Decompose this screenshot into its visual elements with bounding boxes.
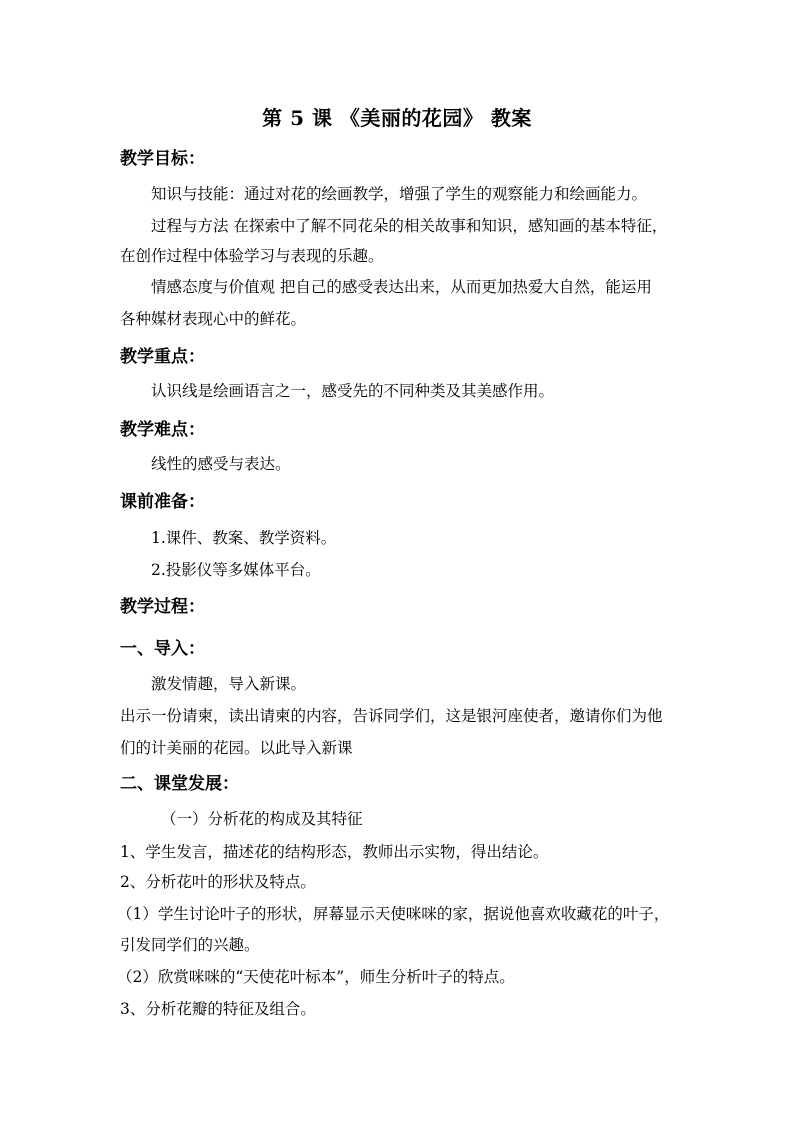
process-heading: 教学过程： — [120, 597, 205, 617]
intro-line-1: 激发情趣，导入新课。 — [151, 675, 307, 693]
objective-emotion-line2: 各种媒材表现心中的鲜花。 — [120, 310, 307, 328]
preparation-item-2: 2.投影仪等多媒体平台。 — [151, 561, 321, 579]
development-step-2-2: （2）欣赏咪咪的“天使花叶标本”，师生分析叶子的特点。 — [117, 968, 515, 986]
page-title: 第 5 课 《美丽的花园》 教案 — [262, 106, 532, 130]
development-heading: 二、课堂发展： — [120, 774, 239, 794]
development-step-3: 3、分析花瓣的特征及组合。 — [120, 1000, 316, 1018]
difficulties-heading: 教学难点： — [120, 420, 205, 440]
development-step-2-1-line1: （1）学生讨论叶子的形状，屏幕显示天使咪咪的家，据说他喜欢收藏花的叶子， — [117, 905, 670, 923]
preparation-heading: 课前准备： — [120, 492, 205, 512]
preparation-item-1: 1.课件、教案、教学资料。 — [151, 529, 337, 547]
development-step-2-1-line2: 引发同学们的兴趣。 — [120, 936, 260, 954]
development-section-1: （一）分析花的构成及其特征 — [161, 810, 363, 828]
objective-knowledge: 知识与技能：通过对花的绘画教学，增强了学生的观察能力和绘画能力。 — [151, 185, 648, 203]
intro-line-2: 出示一份请柬，读出请柬的内容，告诉同学们，这是银河座使者，邀请你们为他 — [120, 707, 663, 725]
key-points-text: 认识线是绘画语言之一，感受先的不同种类及其美感作用。 — [151, 382, 555, 400]
development-step-1: 1、学生发言，描述花的结构形态，教师出示实物，得出结论。 — [120, 843, 549, 861]
objective-emotion-line1: 情感态度与价值观 把自己的感受表达出来，从而更加热爱大自然，能运用 — [151, 278, 652, 296]
objective-process-line2: 在创作过程中体验学习与表现的乐趣。 — [120, 247, 384, 265]
key-points-heading: 教学重点： — [120, 347, 205, 367]
development-step-2: 2、分析花叶的形状及特点。 — [120, 873, 316, 891]
objective-process-line1: 过程与方法 在探索中了解不同花朵的相关故事和知识，感知画的基本特征， — [151, 217, 668, 235]
intro-line-3: 们的计美丽的花园。以此导入新课 — [120, 739, 353, 757]
objectives-heading: 教学目标： — [120, 149, 205, 169]
intro-heading: 一、导入： — [120, 639, 205, 659]
difficulties-text: 线性的感受与表达。 — [151, 455, 291, 473]
